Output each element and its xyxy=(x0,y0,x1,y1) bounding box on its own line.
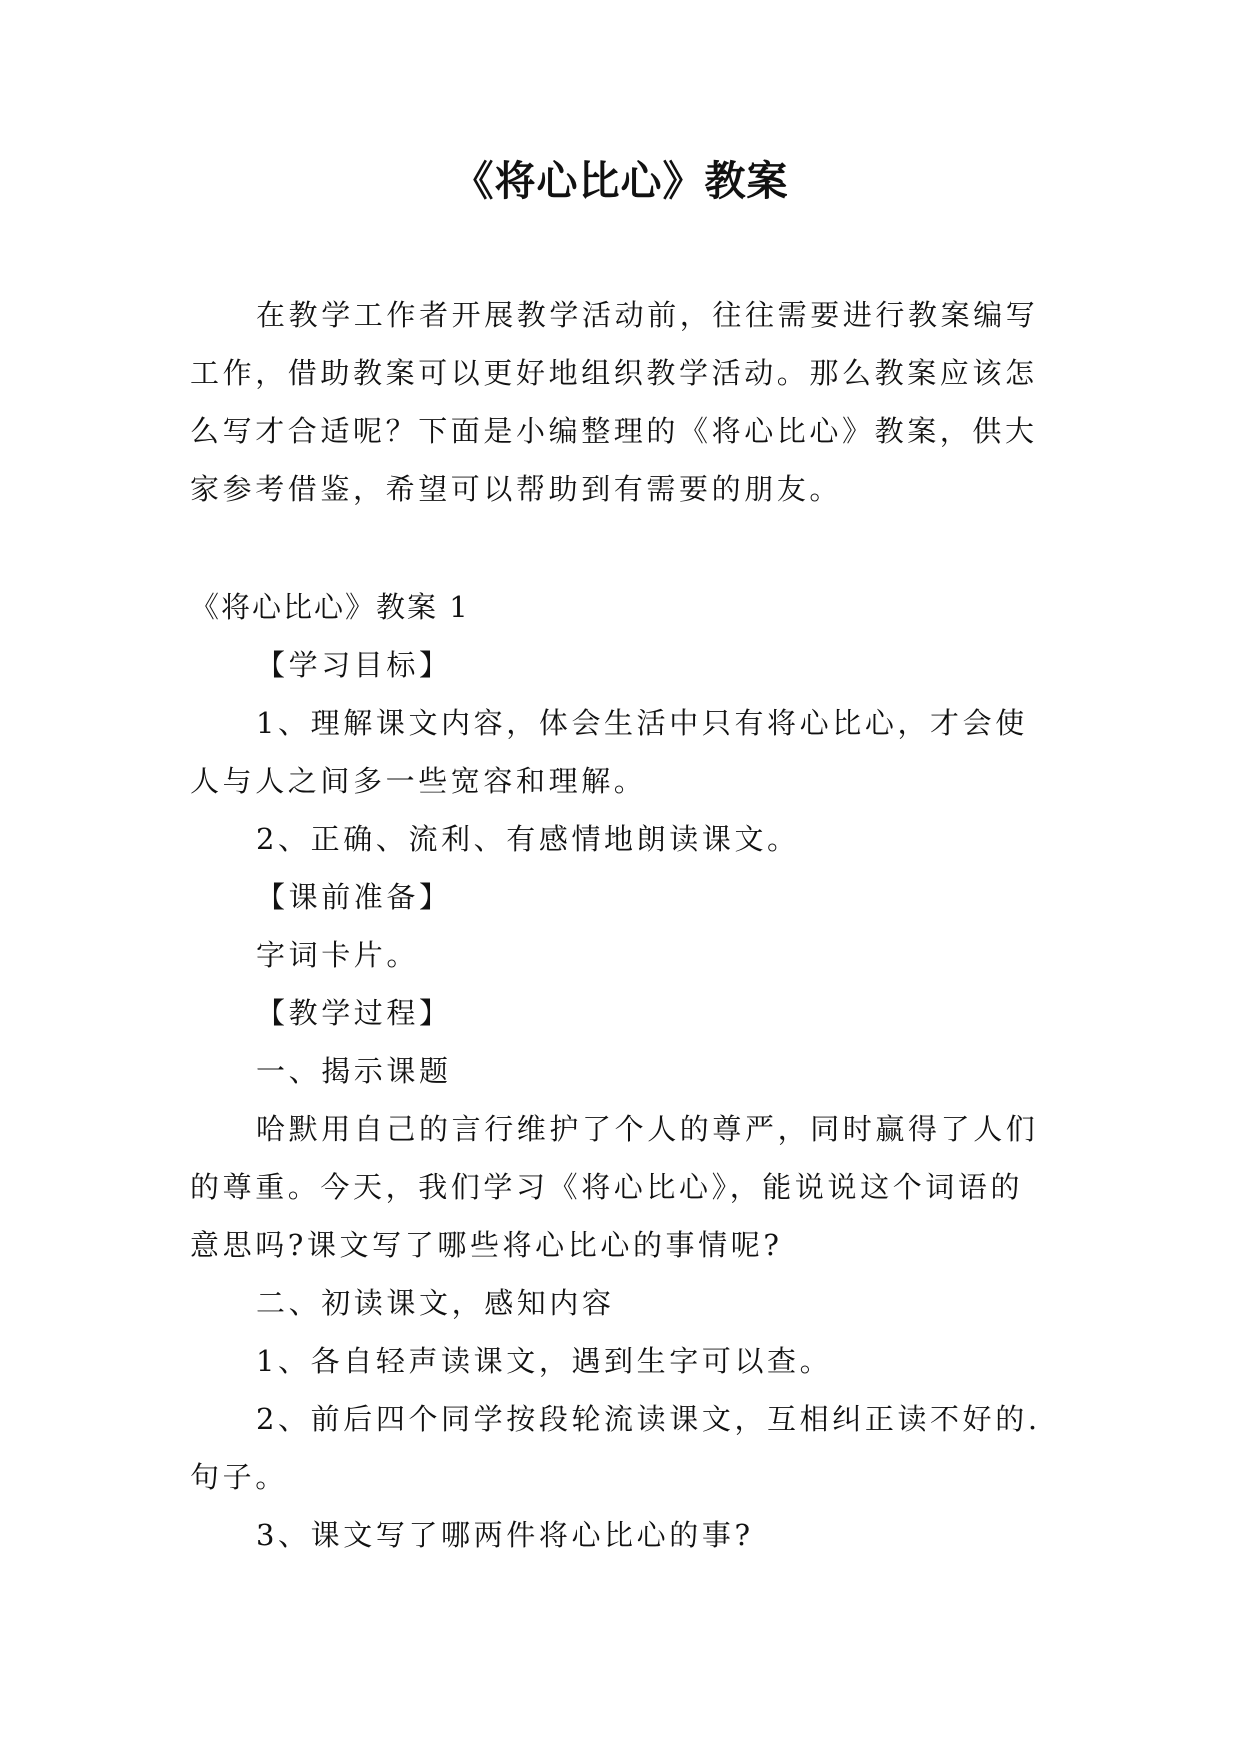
section-title: 《将心比心》教案 1 xyxy=(190,590,470,624)
prep-heading: 【课前准备】 xyxy=(256,880,452,914)
document-title: 《将心比心》教案 xyxy=(452,157,789,205)
goal-2: 2、正确、流利、有感情地朗读课文。 xyxy=(256,822,800,856)
step-1-heading: 一、揭示课题 xyxy=(256,1054,452,1088)
goals-heading: 【学习目标】 xyxy=(256,648,452,682)
goal-1: 1、理解课文内容，体会生活中只有将心比心，才会使人与人之间多一些宽容和理解。 xyxy=(190,706,1028,798)
step-2-item-3: 3、课文写了哪两件将心比心的事? xyxy=(256,1518,754,1552)
step-2-item-2: 2、前后四个同学按段轮流读课文，互相纠正读不好的.句子。 xyxy=(190,1402,1041,1494)
step-1-text: 哈默用自己的言行维护了个人的尊严，同时赢得了人们的尊重。今天，我们学习《将心比心》，能说说这个词语的意思吗?课文写了哪些将心比心的事情呢? xyxy=(190,1112,1039,1262)
process-heading: 【教学过程】 xyxy=(256,996,452,1030)
step-2-item-1: 1、各自轻声读课文，遇到生字可以查。 xyxy=(256,1344,833,1378)
lesson-plan-section xyxy=(190,578,1070,1564)
intro-paragraph: 在教学工作者开展教学活动前，往往需要进行教案编写工作，借助教案可以更好地组织教学活动。那么教案应该怎么写才合适呢？下面是小编整理的《将心比心》教案，供大家参考借鉴，希望可以帮助到有需要的朋友。 xyxy=(190,298,1039,506)
prep-text: 字词卡片。 xyxy=(256,938,420,972)
step-2-heading: 二、初读课文，感知内容 xyxy=(256,1286,615,1320)
